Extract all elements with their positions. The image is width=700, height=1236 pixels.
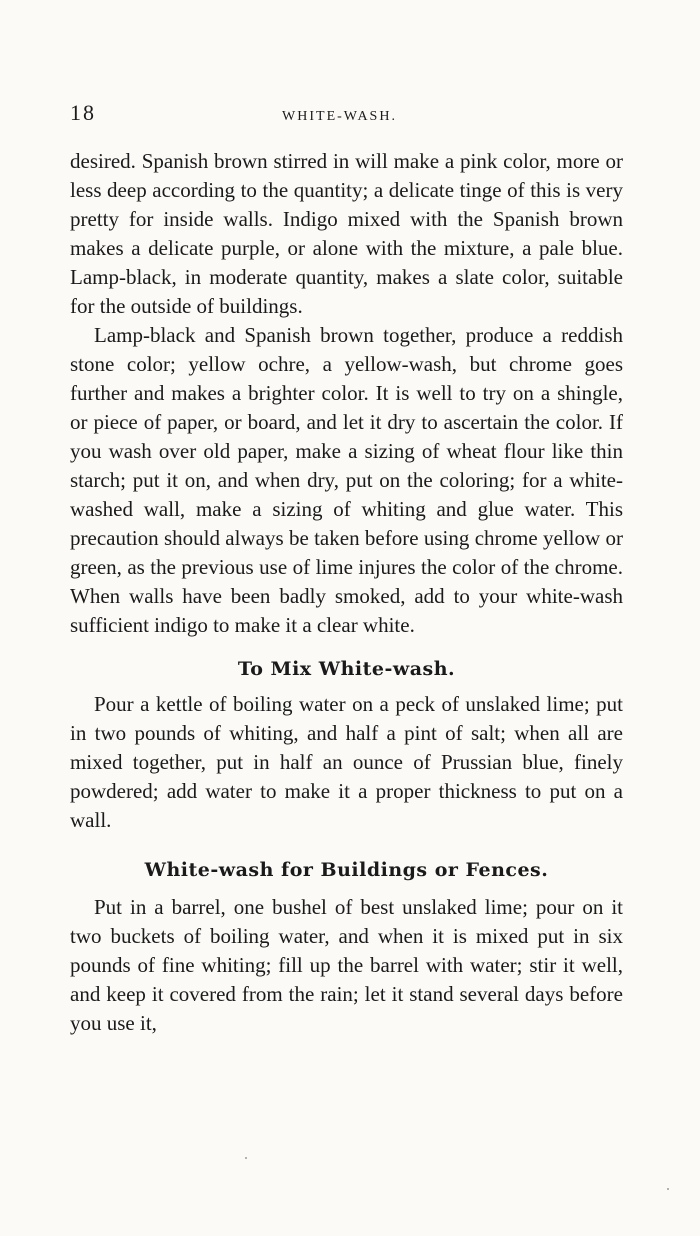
paragraph-lampblack: Lamp-black and Spanish brown together, produce a reddish stone color; yellow ochre, a yellow-wash, but chrome goes further and makes a brighter color. It is well to try on a shingle, or piece of paper, or board, and let it dry to ascertain the color. If you wash over old paper, make a sizing of wheat flour like thin starch; put it on, and when dry, put on the coloring; for a white-washed wall, make a sizing of whiting and glue water. This precaution should always be taken before using chrome yellow or green, as the previous use of lime injures the color of the chrome. When walls have been badly smoked, add to your white-wash sufficient indigo to make it a clear white.	[70, 323, 623, 637]
running-title: WHITE-WASH.	[282, 109, 397, 124]
paper-speck	[667, 1188, 669, 1190]
page-header	[70, 100, 623, 140]
heading-buildings-fences: White-wash for Buildings or Fences.	[144, 859, 549, 881]
heading-mix-whitewash: To Mix White-wash.	[237, 658, 456, 680]
paragraph-continued: desired. Spanish brown stirred in will make a pink color, more or less deep according to the quantity; a delicate tinge of this is very pretty for inside walls. Indigo mixed with the Spanish brown makes a delicate purple, or alone with the mixture, a pale blue. Lamp-black, in moderate quantity, makes a slate color, suitable for the outside of buildings.	[70, 149, 623, 318]
book-page	[70, 100, 623, 1038]
paragraph-mix-whitewash: Pour a kettle of boiling water on a peck of unslaked lime; put in two pounds of whiting, and half a pint of salt; when all are mixed together, put in half an ounce of Prussian blue, finely powdered; add water to make it a proper thickness to put on a wall.	[70, 692, 623, 832]
paragraph-buildings-fences: Put in a barrel, one bushel of best unslaked lime; pour on it two buckets of boiling water, and when it is mixed put in six pounds of fine whiting; fill up the barrel with water; stir it well, and keep it covered from the rain; let it stand several days before you use it,	[70, 895, 623, 1035]
paper-speck	[245, 1157, 247, 1159]
page-number: 18	[70, 100, 96, 125]
